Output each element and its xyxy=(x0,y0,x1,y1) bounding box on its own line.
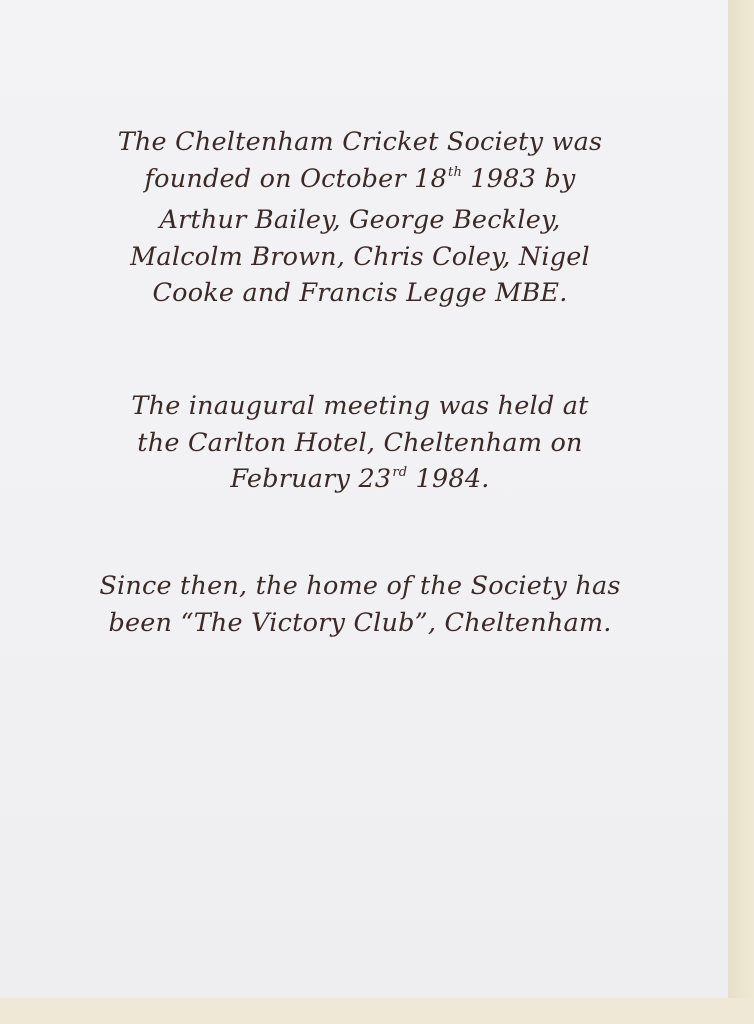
text-line xyxy=(60,161,660,203)
text-line: Malcolm Brown, Chris Coley, Nigel xyxy=(130,241,590,272)
ordinal-suffix: rd xyxy=(392,465,408,480)
text-line: Since then, the home of the Society has xyxy=(99,571,621,601)
paragraph-inaugural-meeting xyxy=(60,388,660,503)
text-line xyxy=(60,461,660,503)
text-segment: February 23 xyxy=(230,464,392,494)
text-segment: 1983 by xyxy=(462,163,576,194)
text-line: The inaugural meeting was held at xyxy=(131,391,589,421)
paragraph-founding xyxy=(60,124,660,312)
background-edge-bottom xyxy=(0,998,754,1024)
background-edge-right xyxy=(728,0,754,1024)
text-line: the Carlton Hotel, Cheltenham on xyxy=(137,427,583,458)
paragraph-home-of-society xyxy=(60,568,660,641)
ordinal-suffix: th xyxy=(448,164,463,180)
text-line: Arthur Bailey, George Beckley, xyxy=(159,205,561,235)
text-segment: 1984. xyxy=(407,464,490,494)
text-segment: founded on October 18 xyxy=(144,163,448,194)
text-line: been “The Victory Club”, Cheltenham. xyxy=(108,607,612,638)
text-line: The Cheltenham Cricket Society was xyxy=(117,127,603,157)
text-line: Cooke and Francis Legge MBE. xyxy=(152,278,568,308)
